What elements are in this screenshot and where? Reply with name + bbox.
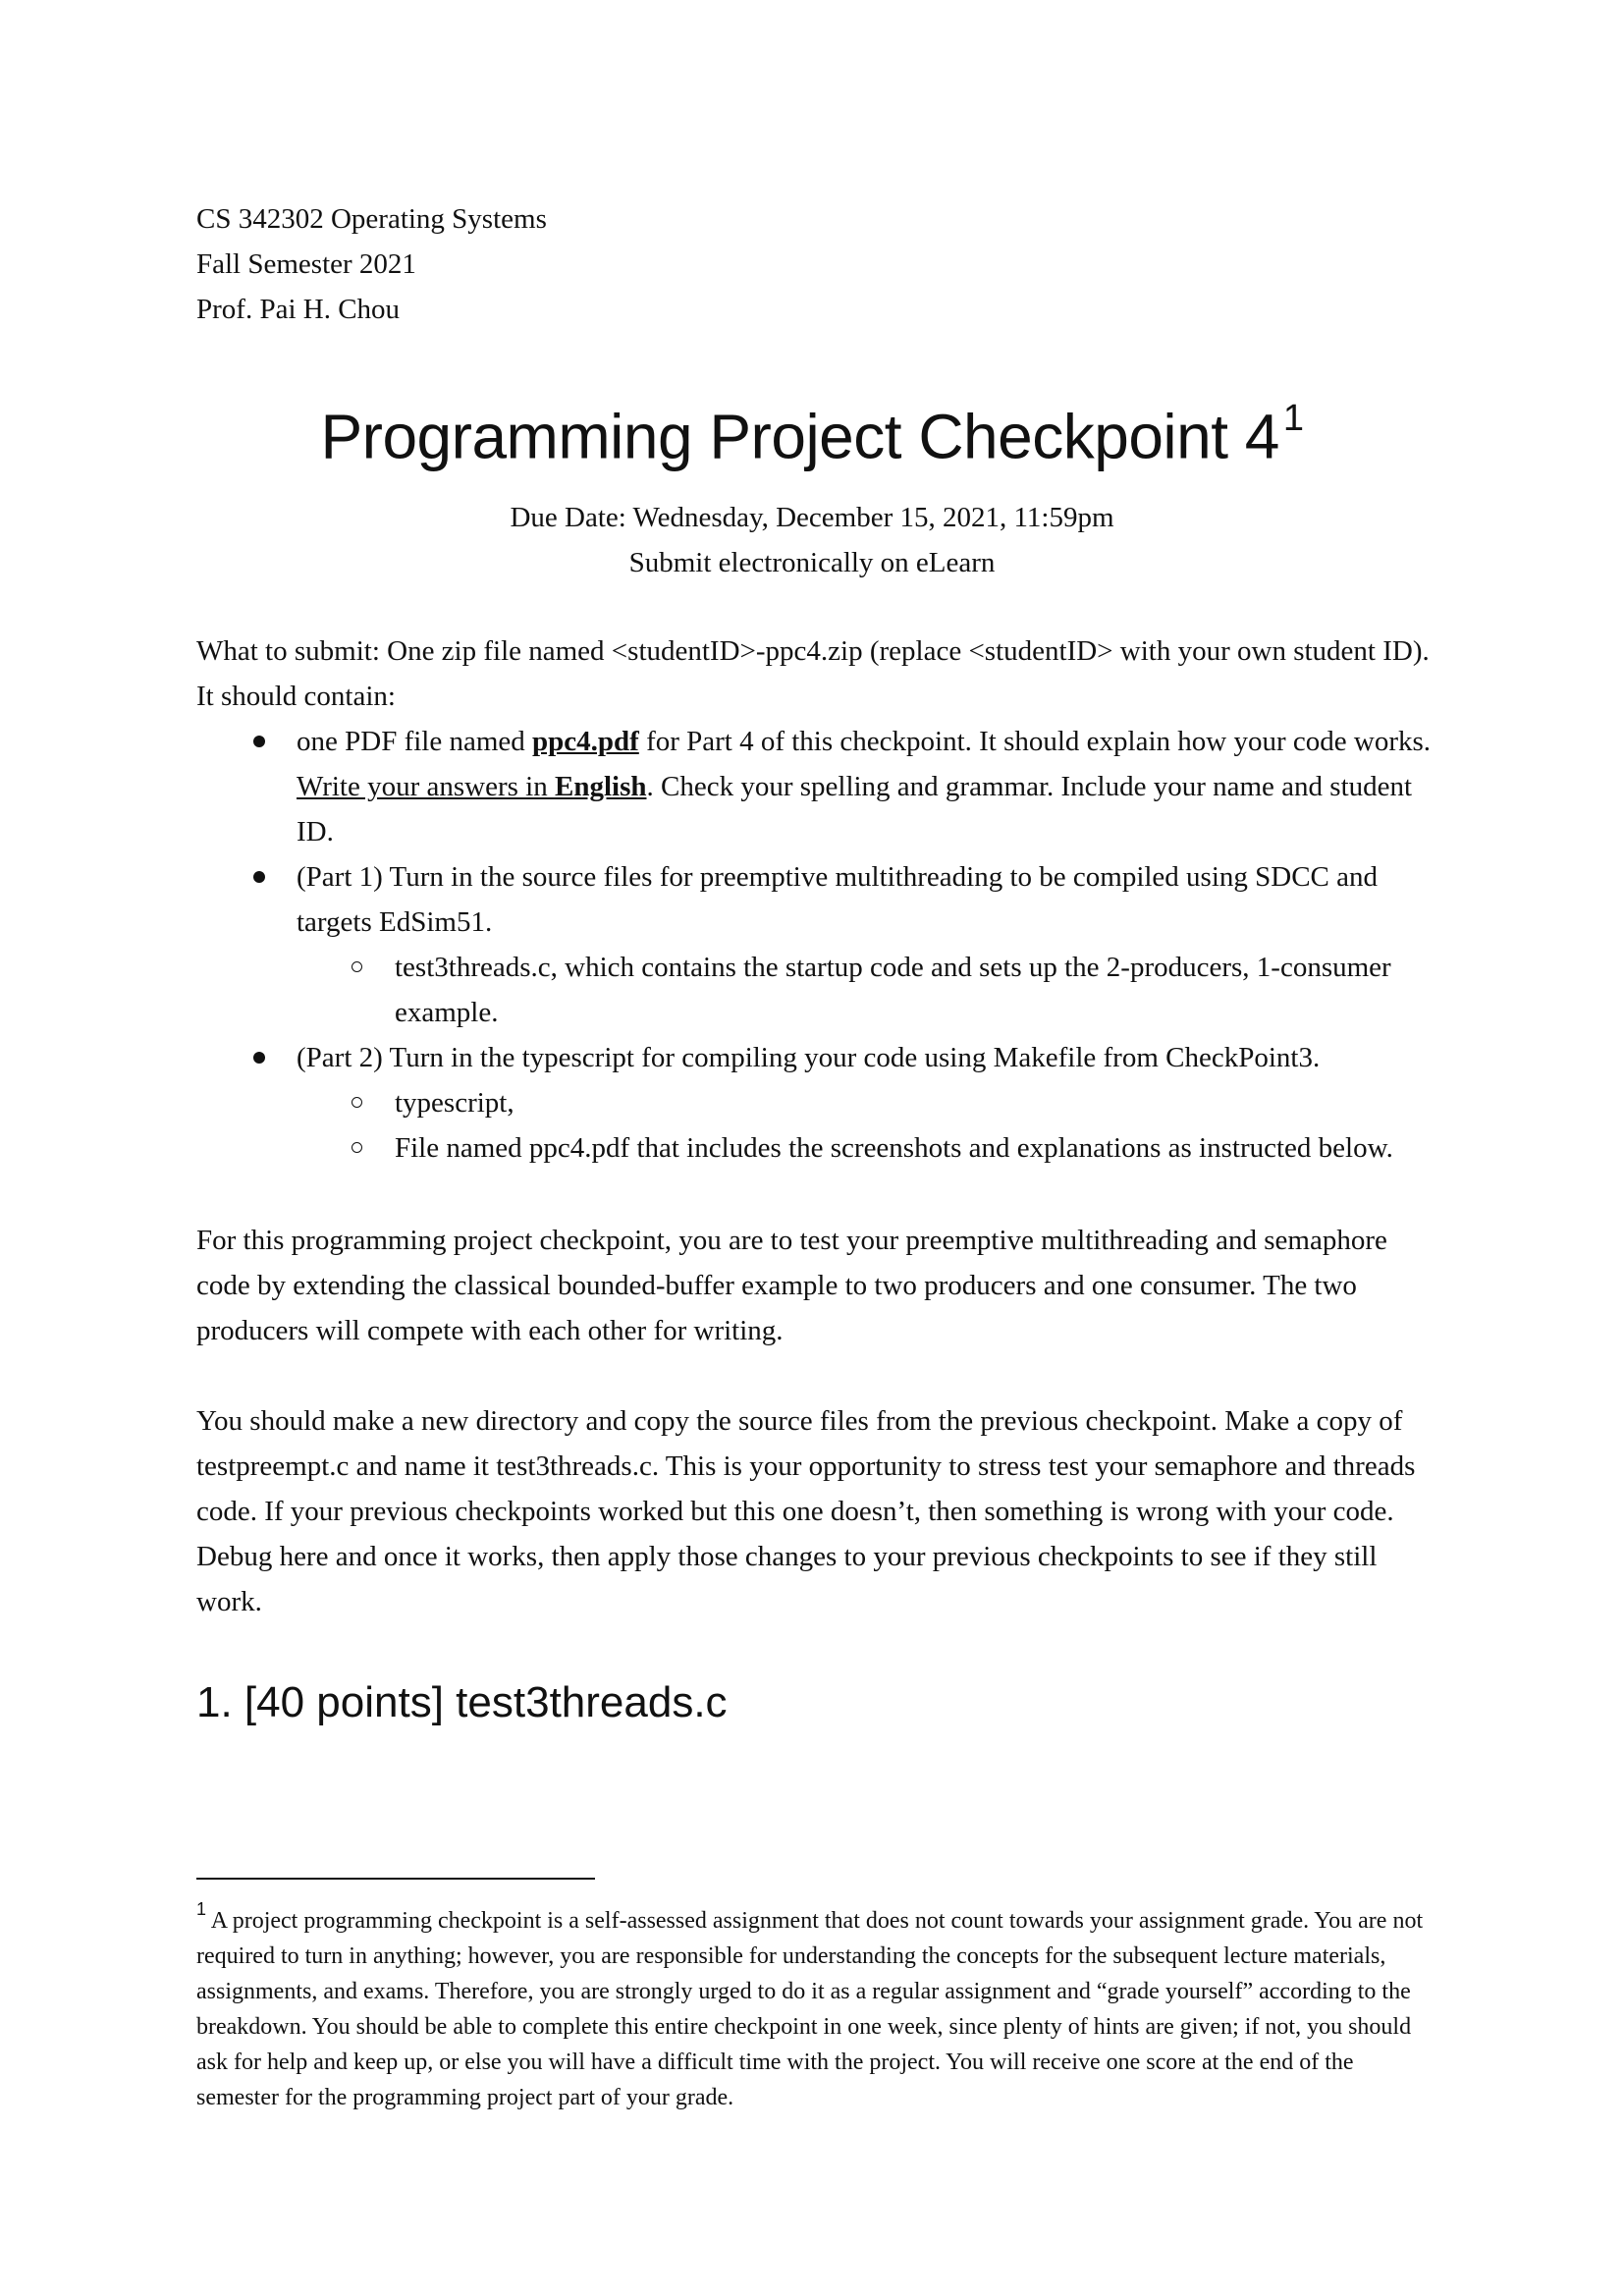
file-link-ppc4[interactable]: ppc4.pdf [532,726,639,757]
bullet-icon [253,1052,265,1064]
footnote-mark: 1 [196,1899,207,1919]
circle-bullet-icon [352,1097,362,1108]
title-text: Programming Project Checkpoint 4 [320,401,1279,472]
footnote-text: A project programming checkpoint is a self-assessed assignment that does not count towards your assignment grade. You are not required to turn in anything; however, you are responsible for understanding the concepts for the subsequent lecture materials, assignments, and exams. Therefore, you are strongly urged to do it as a regular assignment and “grade yourself” according to the breakdown. You should be able to complete this entire checkpoint in one week, since plenty of hints are given; if not, you should ask for help and keep up, or else you will have a difficult time with the project. You will receive one score at the end of the semester for the programming project part of your grade. [196,1908,1424,2110]
sub-list-item: File named ppc4.pdf that includes the screenshots and explanations as instructed below. [196,1125,1434,1171]
semester: Fall Semester 2021 [196,248,416,280]
professor: Prof. Pai H. Chou [196,294,401,325]
list-item: (Part 1) Turn in the source files for preemptive multithreading to be compiled using SDCC and targets EdSim51. [196,854,1434,945]
footnote [196,1895,1434,2115]
due-date: Due Date: Wednesday, December 15, 2021, 11:59pm [510,502,1114,533]
submission-list [196,719,1434,1171]
list-item: (Part 2) Turn in the typescript for compiling your code using Makefile from CheckPoint3. [196,1035,1434,1080]
bullet-icon [253,736,265,747]
bullet-icon [253,871,265,883]
circle-bullet-icon [352,1142,362,1153]
sub-list-item: test3threads.c, which contains the startup code and sets up the 2-producers, 1-consumer example. [196,945,1434,1035]
section-heading: 1. [40 points] test3threads.c [196,1678,728,1726]
intro-paragraph: What to submit: One zip file named <studentID>-ppc4.zip (replace <studentID> with your own student ID). It should contain: [196,635,1430,712]
course-header [196,196,547,332]
paragraph-overview: For this programming project checkpoint, you are to test your preemptive multithreading and semaphore code by extending the classical bounded-buffer example to two producers and one consumer. The two producers will compete with each other for writing. [196,1225,1387,1346]
paragraph-instructions: You should make a new directory and copy the source files from the previous checkpoint. Make a copy of testpreempt.c and name it test3threads.c. This is your opportunity to stress test your semaphore and threads code. If your previous checkpoints worked but this one doesn’t, then something is wrong with your code. Debug here and once it works, then apply those changes to your previous checkpoints to see if they still work. [196,1405,1416,1617]
submit-info: Submit electronically on eLearn [628,547,996,578]
page-title [0,385,1624,475]
circle-bullet-icon [352,961,362,972]
due-info [0,495,1624,585]
title-footnote-mark: 1 [1282,398,1304,439]
footnote-divider [196,1878,595,1880]
course-name: CS 342302 Operating Systems [196,203,547,235]
sub-list-item: typescript, [196,1080,1434,1125]
list-item: one PDF file named ppc4.pdf for Part 4 of this checkpoint. It should explain how your code works. Write your answers in English. Check your spelling and grammar. Include your name and student ID. [196,719,1434,854]
